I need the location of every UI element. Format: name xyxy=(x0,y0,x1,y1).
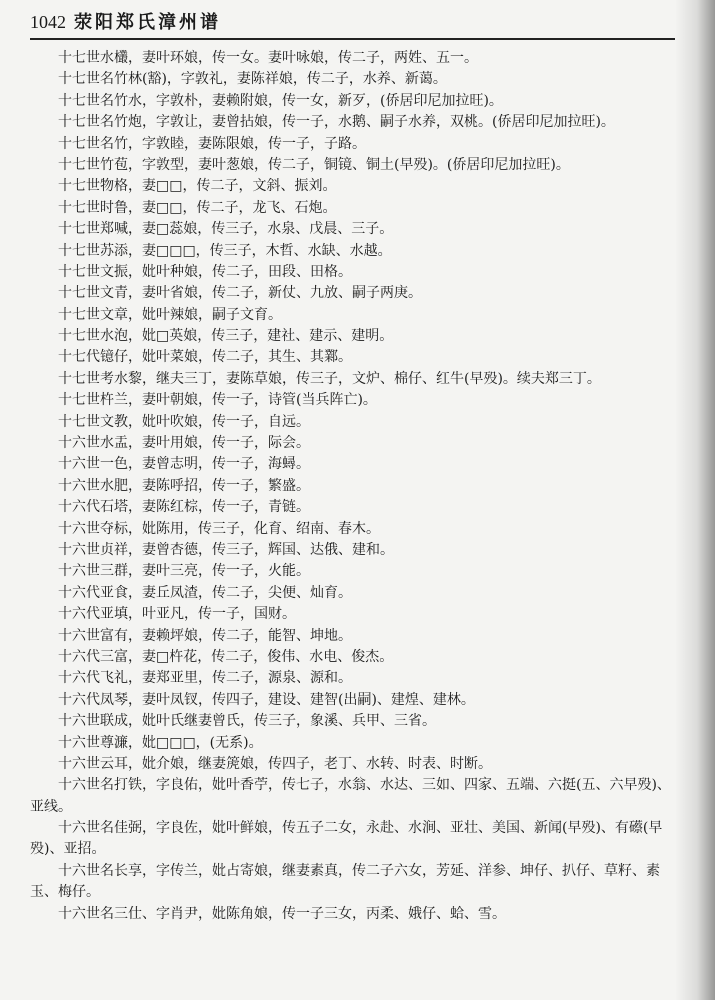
text-line: 十六世名佳弼，字良佐，妣叶鲜娘，传五子二女，永赴、水涧、亚壮、美国、新闻(早殁)、有礤(早 xyxy=(58,820,663,837)
text-line: 十六世水肥，妻陈呼招，传一子，繁盛。 xyxy=(58,477,310,494)
text-line: 十七世郑喊，妻□蕊娘，传三子，水泉、戊晨、三子。 xyxy=(58,221,394,238)
text-line: 十六世尊濂，妣□□□，(无系)。 xyxy=(58,734,263,751)
text-line: 十六世名长享，字传兰，妣占寄娘，继妻素真，传二子六女，芳延、洋参、坤仔、扒仔、草籽、素 xyxy=(58,862,660,879)
text-line: 十七世考水黎，继夫三丁，妻陈草娘，传三子，文炉、棉仔、红牛(早殁)。续夫郑三丁。 xyxy=(58,370,601,387)
text-line: 十七世文教，妣叶吹娘，传一子，自远。 xyxy=(58,413,310,430)
text-line: 十六代三富，妻□杵花，传二子，俊伟、水电、俊杰。 xyxy=(58,648,394,665)
text-line: 十七代镱仔，妣叶菜娘，传二子，其生、其鄴。 xyxy=(58,349,352,366)
text-line: 十七世文振，妣叶种娘，传二子，田段、田格。 xyxy=(58,263,352,280)
text-line: 十六世贞祥，妻曾杏德，传三子，辉国、达俄、建和。 xyxy=(58,541,394,558)
text-line: 十七世文章，妣叶辣娘，嗣子文育。 xyxy=(58,306,282,323)
text-line: 十六代飞礼，妻郑亚里，传二子，源泉、源和。 xyxy=(58,670,352,687)
text-line: 十七世名竹林(豁)，字敦礼，妻陈祥娘，传二子，水养、新蔼。 xyxy=(58,71,447,88)
text-line: 十七世文青，妻叶省娘，传二子，新仗、九放、嗣子两庚。 xyxy=(58,285,422,302)
book-title: 荥阳郑氏漳州谱 xyxy=(74,12,221,33)
text-line: 十七世水欉，妻叶环娘，传一女。妻叶咏娘，传二子，两姓、五一。 xyxy=(58,50,478,66)
genealogy-text-body xyxy=(30,48,680,925)
text-line: 十七世名竹，字敦睦，妻陈限娘，传一子，子路。 xyxy=(58,135,366,152)
header-divider xyxy=(30,38,675,40)
text-line: 十七世杵兰，妻叶朝娘，传一子，诗管(当兵阵亡)。 xyxy=(58,392,377,409)
text-line: 十七世水泡，妣□英娘，传三子，建社、建示、建明。 xyxy=(58,328,394,345)
text-line: 十六世三群，妻叶三亮，传一子，火能。 xyxy=(58,563,310,580)
page-header xyxy=(30,8,670,34)
text-line: 十六世名打铁，字良佑，妣叶香苧，传七子，水翁、水达、三如、四家、五端、六挺(五、六早殁)、 xyxy=(58,777,671,794)
text-line: 十六代石塔，妻陈红棕，传一子，青链。 xyxy=(58,499,310,516)
text-line: 十七世物格，妻□□，传二子，文斜、振刘。 xyxy=(58,178,337,195)
text-line: 十七世名竹水，字敦朴，妻赖附娘，传一女，新歹，(侨居印尼加拉旺)。 xyxy=(58,92,503,109)
text-line: 十六世富有，妻赖坪娘，传二子，能智、坤地。 xyxy=(58,627,352,644)
text-line: 殁)、亚招。 xyxy=(30,841,106,858)
text-line: 玉、梅仔。 xyxy=(30,884,100,901)
text-line: 十六世名三仕、字肖尹，妣陈角娘，传一子三女，丙柔、娥仔、蛤、雪。 xyxy=(58,905,506,922)
text-line: 十六世水盂，妻叶用娘，传一子，际会。 xyxy=(58,435,310,452)
text-line: 十七世苏添，妻□□□，传三子，木哲、水缺、水越。 xyxy=(58,242,392,259)
text-line: 十七世名竹炮，字敦让，妻曾拈娘，传一子，水鹅、嗣子水养，双桃。(侨居印尼加拉旺)。 xyxy=(58,114,615,131)
text-line: 十六世联成，妣叶氏继妻曾氏，传三子，象溪、兵甲、三省。 xyxy=(58,713,436,730)
text-line: 十六世夺标，妣陈用，传三子，化育、绍南、春木。 xyxy=(58,520,380,537)
text-line: 十六代亚食，妻丘凤渣，传二子，尖便、灿育。 xyxy=(58,584,352,601)
text-line: 亚线。 xyxy=(30,798,72,815)
text-line: 十六世云耳，妣介娘，继妻箎娘，传四子，老丁、水转、时表、时断。 xyxy=(58,755,492,772)
text-line: 十七世竹苞，字敦型，妻叶葱娘，传二子，铜镜、铜土(早殁)。(侨居印尼加拉旺)。 xyxy=(58,156,570,173)
text-line: 十六代亚填，叶亚凡，传一子，国财。 xyxy=(58,606,296,623)
text-line: 十六代凤琴，妻叶凤钗，传四子，建设、建智(出嗣)、建煌、建林。 xyxy=(58,691,475,708)
text-line: 十七世时鲁，妻□□，传二子，龙飞、石炮。 xyxy=(58,199,337,216)
page-edge-shadow xyxy=(675,0,715,1000)
page-number: 1042 xyxy=(30,12,66,32)
text-line: 十六世一色，妻曾志明，传一子，海蟳。 xyxy=(58,456,310,473)
